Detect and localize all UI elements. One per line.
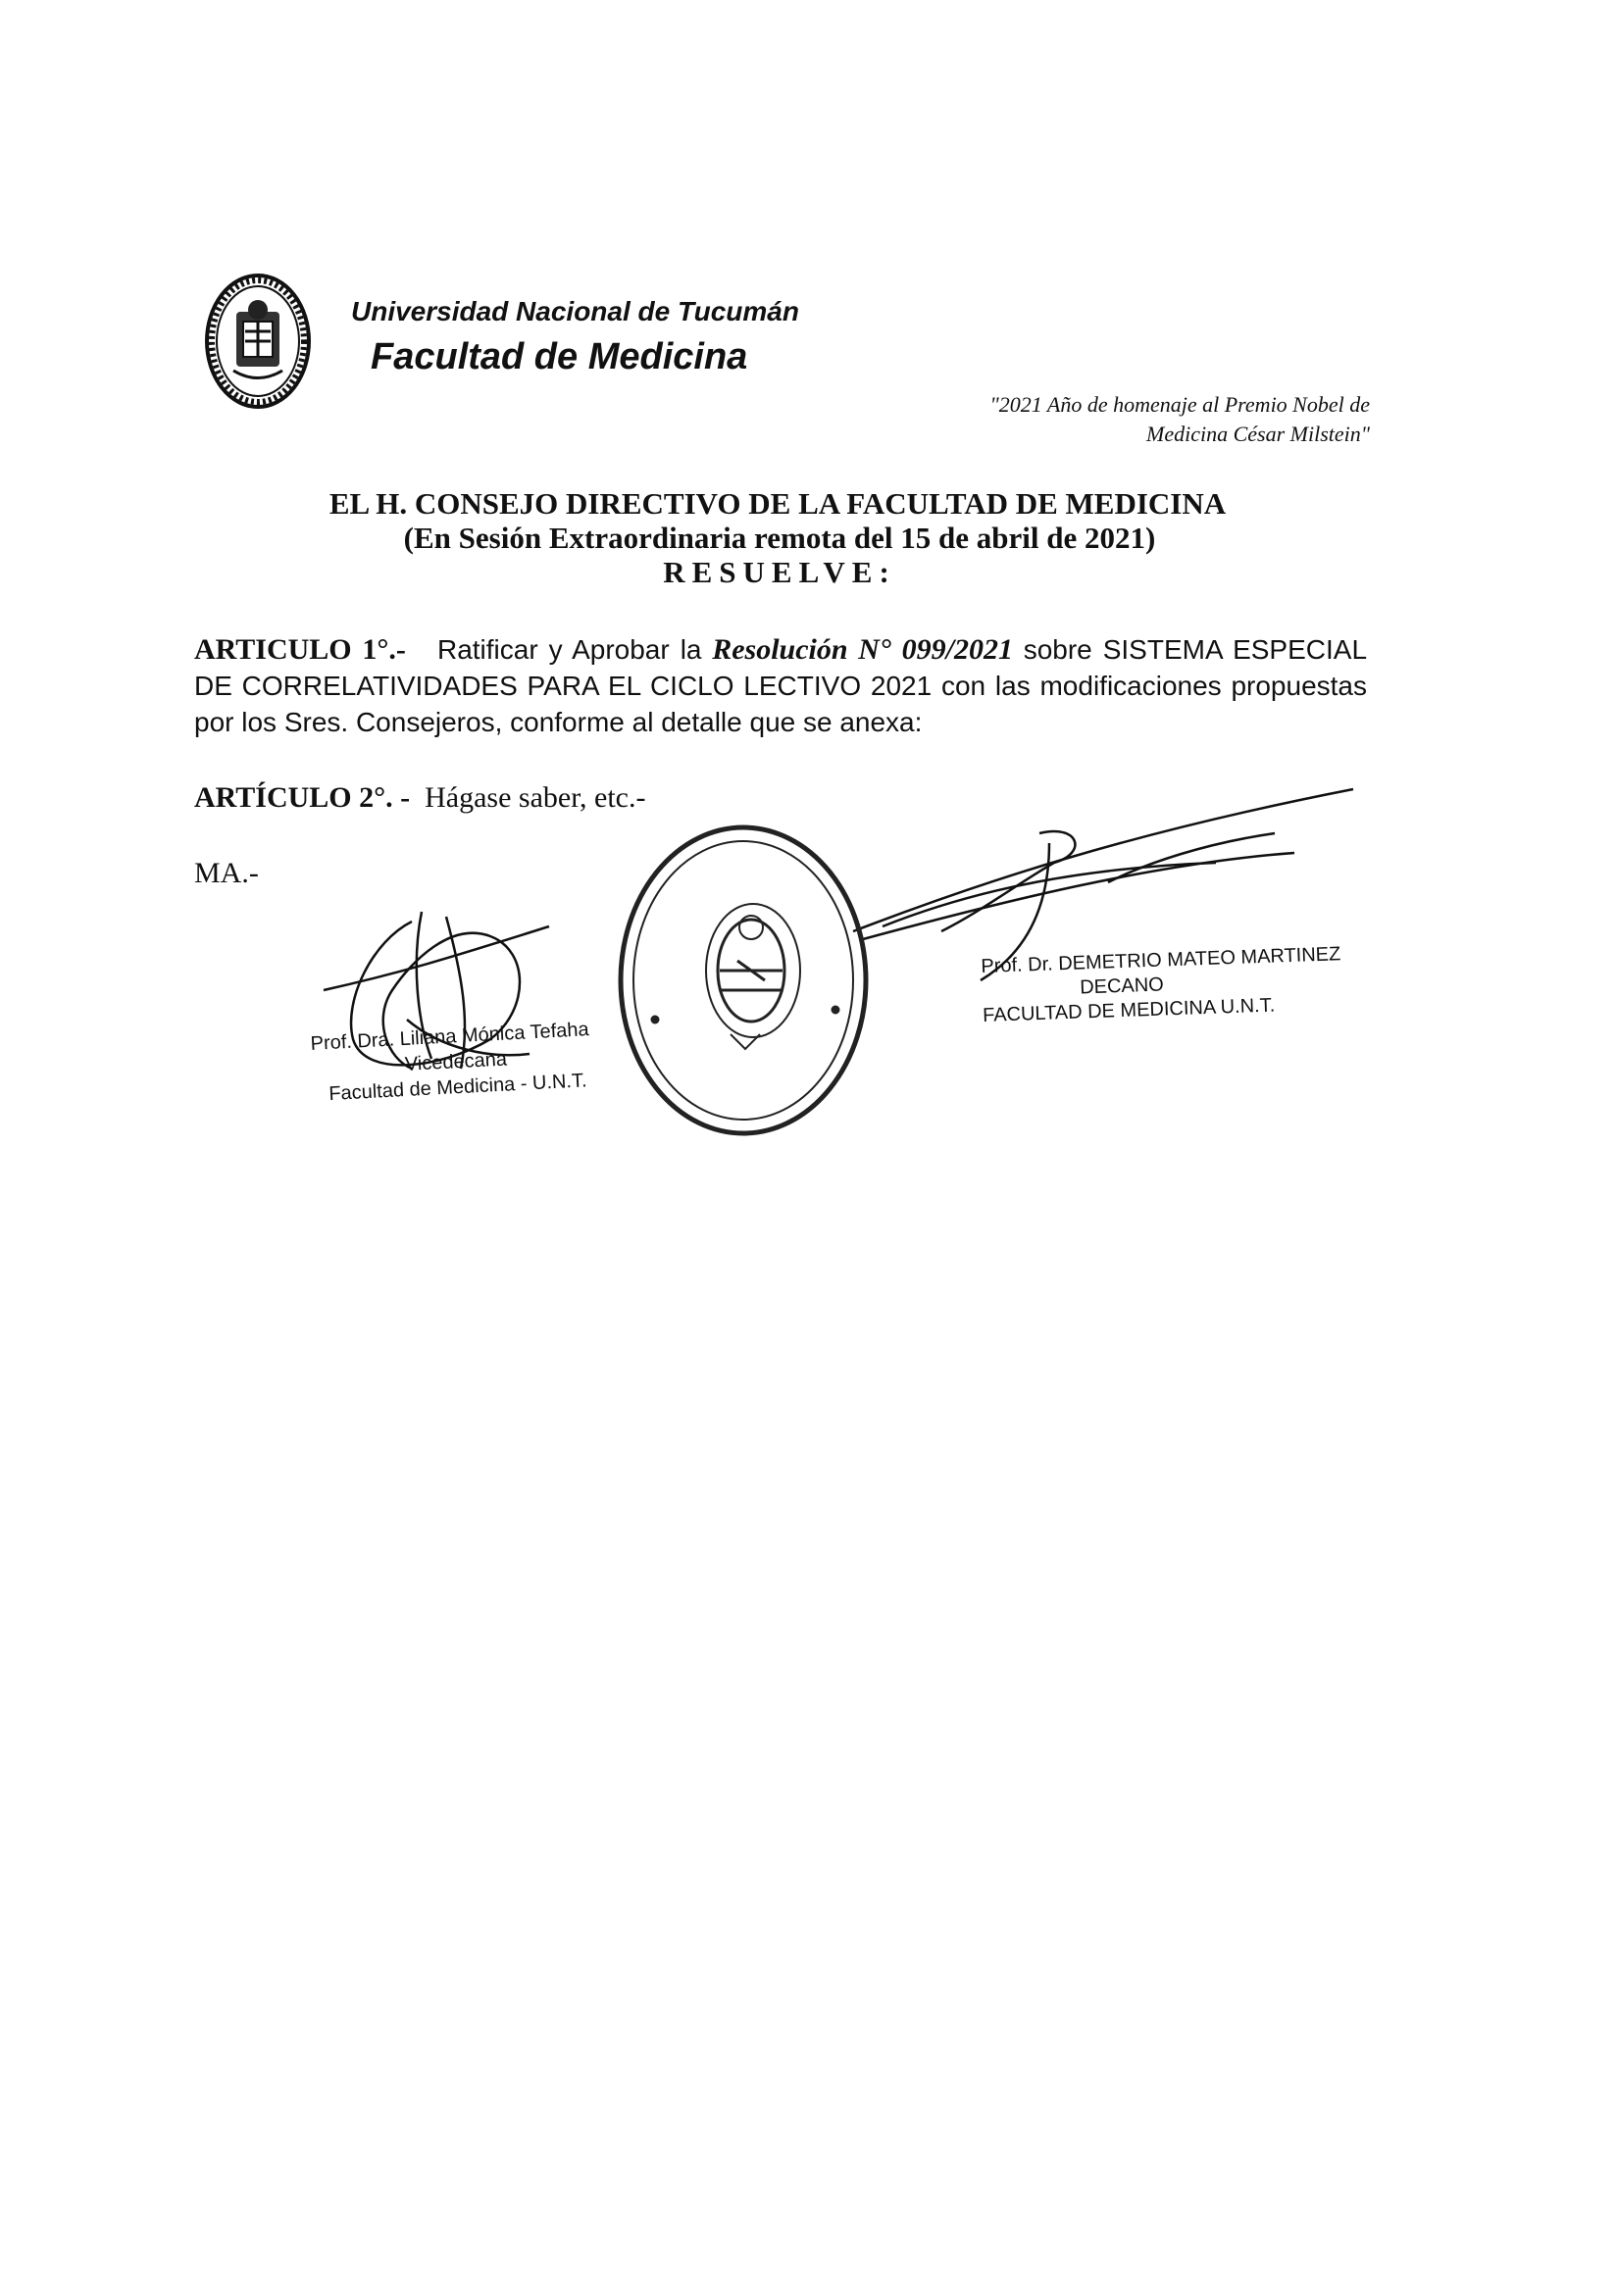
faculty-name: Facultad de Medicina — [371, 336, 748, 377]
signature-block-decano — [981, 942, 1342, 1028]
article-1-label: ARTICULO 1°.- — [194, 633, 406, 666]
decano-role: DECANO — [1079, 973, 1165, 999]
article-1 — [194, 631, 1367, 740]
faculty-seal — [621, 827, 866, 1133]
title-session: (En Sesión Extraordinaria remota del 15 de abril de 2021) — [403, 521, 1156, 555]
motto-line-2: Medicina César Milstein" — [1146, 422, 1370, 446]
motto-line-1: "2021 Año de homenaje al Premio Nobel de — [989, 392, 1370, 417]
decano-institution: FACULTAD DE MEDICINA U.N.T. — [982, 994, 1276, 1026]
year-motto — [804, 390, 1370, 449]
decano-name: Prof. Dr. DEMETRIO MATEO MARTINEZ — [981, 943, 1341, 977]
initials: MA.- — [194, 857, 259, 889]
resolution-title — [0, 486, 1616, 589]
title-council: EL H. CONSEJO DIRECTIVO DE LA FACULTAD DE MEDICINA — [328, 486, 1227, 521]
article-2-text: Hágase saber, etc.- — [425, 781, 646, 814]
vicedecana-name: Prof. Dra. Liliana Mónica Tefaha — [310, 1019, 590, 1055]
signature-block-vicedecana — [310, 1017, 592, 1108]
university-crest-logo — [204, 273, 312, 410]
title-resolves: RESUELVE: — [663, 555, 896, 589]
article-2-label: ARTÍCULO 2°. - — [194, 781, 411, 814]
article-1-text-b: sobre SISTEMA ESPECIAL DE CORRELATIVIDADES PARA EL CICLO LECTIVO 2021 con las modificaciones propuestas por los Sres. Consejeros, conforme al detalle que se anexa: — [194, 634, 1368, 737]
article-2 — [194, 781, 645, 815]
vicedecana-role: Vicedecana — [404, 1048, 508, 1075]
article-1-resolution: Resolución N° 099/2021 — [712, 633, 1013, 666]
article-1-text-a: Ratificar y Aprobar la — [436, 634, 702, 665]
university-name: Universidad Nacional de Tucumán — [351, 296, 799, 326]
vicedecana-institution: Facultad de Medicina - U.N.T. — [328, 1070, 588, 1106]
